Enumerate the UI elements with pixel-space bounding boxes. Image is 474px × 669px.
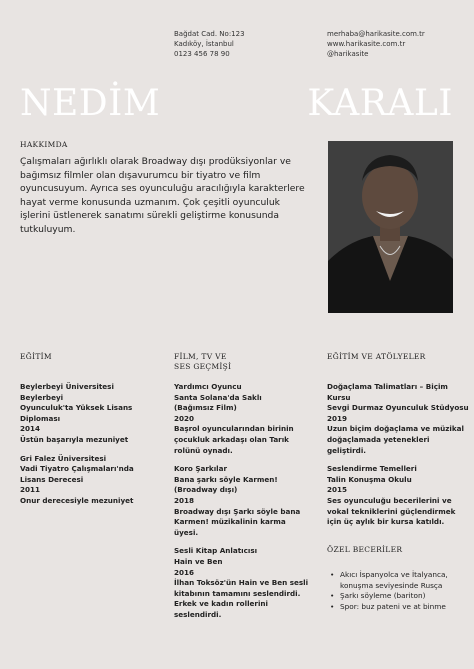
- entry-line: kitabının tamamını seslendirdi.: [174, 588, 301, 598]
- skills-title: ÖZEL BECERİLER: [327, 545, 403, 554]
- entry-line: çocukluk arkadaşı olan Tarık: [174, 434, 289, 444]
- entry-line: Üstün başarıyla mezuniyet: [20, 434, 129, 444]
- entry-line: Lisans Derecesi: [20, 474, 84, 484]
- film-title-line: SES GEÇMİŞİ: [174, 362, 232, 371]
- email-line[interactable]: merhaba@harikasite.com.tr: [327, 30, 425, 38]
- entry-line: Uzun biçim doğaçlama ve müzikal: [327, 424, 464, 434]
- entry-line: geliştirdi.: [327, 445, 367, 455]
- entry-line: Bana şarkı söyle Karmen!: [174, 474, 278, 484]
- entry-line: doğaçlamada yetenekleri: [327, 434, 430, 444]
- skill-item: [327, 591, 467, 602]
- entry-line: rolünü oynadı.: [174, 445, 233, 455]
- entry-line: için üç aylık bir kursa katıldı.: [327, 517, 445, 527]
- about-title: HAKKIMDA: [20, 140, 68, 149]
- entry-line: Yardımcı Oyuncu: [174, 382, 242, 391]
- entry-line: Broadway dışı Şarkı söyle bana: [174, 506, 301, 516]
- first-name: NEDİM: [20, 83, 161, 124]
- entry-line: Beylerbeyi: [20, 392, 64, 402]
- entry-line: vokal tekniklerini güçlendirmek: [327, 506, 456, 516]
- skill-item: [327, 570, 467, 591]
- workshops-list: [327, 382, 469, 536]
- entry-line: Koro Şarkılar: [174, 464, 228, 474]
- film-entry: [174, 546, 319, 620]
- entry-line: Sevgi Durmaz Oyunculuk Stüdyosu: [327, 403, 469, 413]
- skill-item: [327, 602, 467, 613]
- film-entry: [174, 382, 319, 456]
- entry-line: Vadi Tiyatro Çalışmaları'nda: [20, 464, 134, 474]
- film-list: [174, 382, 319, 628]
- last-name: KARALI: [307, 83, 453, 124]
- entry-line: seslendirdi.: [174, 609, 222, 619]
- entry-line: (Bağımsız Film): [174, 403, 237, 413]
- website-line[interactable]: www.harikasite.com.tr: [327, 40, 406, 48]
- education-list: [20, 382, 160, 515]
- education-title: EĞİTİM: [20, 352, 52, 361]
- skills-list: [327, 570, 467, 612]
- film-title-line: FİLM, TV VE: [174, 352, 227, 361]
- entry-line: Kursu: [327, 392, 351, 402]
- entry-line: Ses oyunculuğu becerilerini ve: [327, 495, 452, 505]
- entry-line: 2018: [174, 495, 195, 505]
- entry-line: Talin Konuşma Okulu: [327, 474, 412, 484]
- entry-line: Diploması: [20, 413, 61, 423]
- portrait-image: [328, 141, 453, 313]
- entry-line: (Broadway dışı): [174, 485, 238, 495]
- contact-online: [327, 29, 425, 59]
- entry-line: Sesli Kitap Anlatıcısı: [174, 546, 258, 556]
- entry-line: üyesi.: [174, 527, 199, 537]
- skill-line: konuşma seviyesinde Rusça: [340, 580, 443, 590]
- education-entry: [20, 454, 160, 507]
- entry-line: 2011: [20, 485, 41, 495]
- entry-line: 2014: [20, 424, 41, 434]
- entry-line: Santa Solana'da Saklı: [174, 392, 262, 402]
- skill-line: • Akıcı İspanyolca ve İtalyanca,: [340, 570, 448, 579]
- entry-line: Gri Falez Üniversitesi: [20, 453, 107, 463]
- film-entry: [174, 464, 319, 538]
- about-text: Çalışmaları ağırlıklı olarak Broadway dışı prodüksiyonlar ve bağımsız filmler olan dışavurumcu bir tiyatro ve film oyuncusuyum. Ayrıca ses oyunculuğu aracılığıyla karakterlere hayat verme konusunda uzmanım. Çok çeşitli oyunculuk işlerini üstlenerek sanatımı sürekli geliştirme konusunda tutkuluyum.: [20, 156, 305, 235]
- entry-line: İlhan Toksöz'ün Hain ve Ben sesli: [174, 578, 309, 588]
- entry-line: Onur derecesiyle mezuniyet: [20, 495, 134, 505]
- entry-line: 2015: [327, 485, 348, 495]
- entry-line: Karmen! müzikalinin karma: [174, 517, 286, 527]
- entry-line: Erkek ve kadın rollerini: [174, 599, 268, 609]
- workshop-entry: [327, 464, 462, 528]
- city-line: Kadıköy, İstanbul: [174, 40, 234, 48]
- profile-photo: [328, 141, 453, 313]
- education-entry: [20, 382, 160, 446]
- address-line: Bağdat Cad. No:123: [174, 30, 245, 38]
- entry-line: Oyunculuk'ta Yüksek Lisans: [20, 403, 133, 413]
- skill-line: • Spor: buz pateni ve at binme: [340, 601, 446, 611]
- entry-line: Doğaçlama Talimatları – Biçim: [327, 382, 448, 391]
- entry-line: Seslendirme Temelleri: [327, 464, 417, 474]
- phone-line: 0123 456 78 90: [174, 50, 230, 58]
- workshop-entry: [327, 382, 469, 456]
- workshops-title: EĞİTİM VE ATÖLYELER: [327, 352, 426, 361]
- entry-line: Hain ve Ben: [174, 556, 223, 566]
- film-title: [174, 352, 231, 372]
- contact-address: [174, 29, 245, 59]
- entry-line: Beylerbeyi Üniversitesi: [20, 382, 114, 391]
- entry-line: 2020: [174, 413, 195, 423]
- entry-line: Başrol oyuncularından birinin: [174, 424, 294, 434]
- skill-line: • Şarkı söyleme (bariton): [340, 591, 426, 601]
- entry-line: 2016: [174, 567, 195, 577]
- entry-line: 2019: [327, 413, 348, 423]
- social-handle[interactable]: @harikasite: [327, 50, 369, 58]
